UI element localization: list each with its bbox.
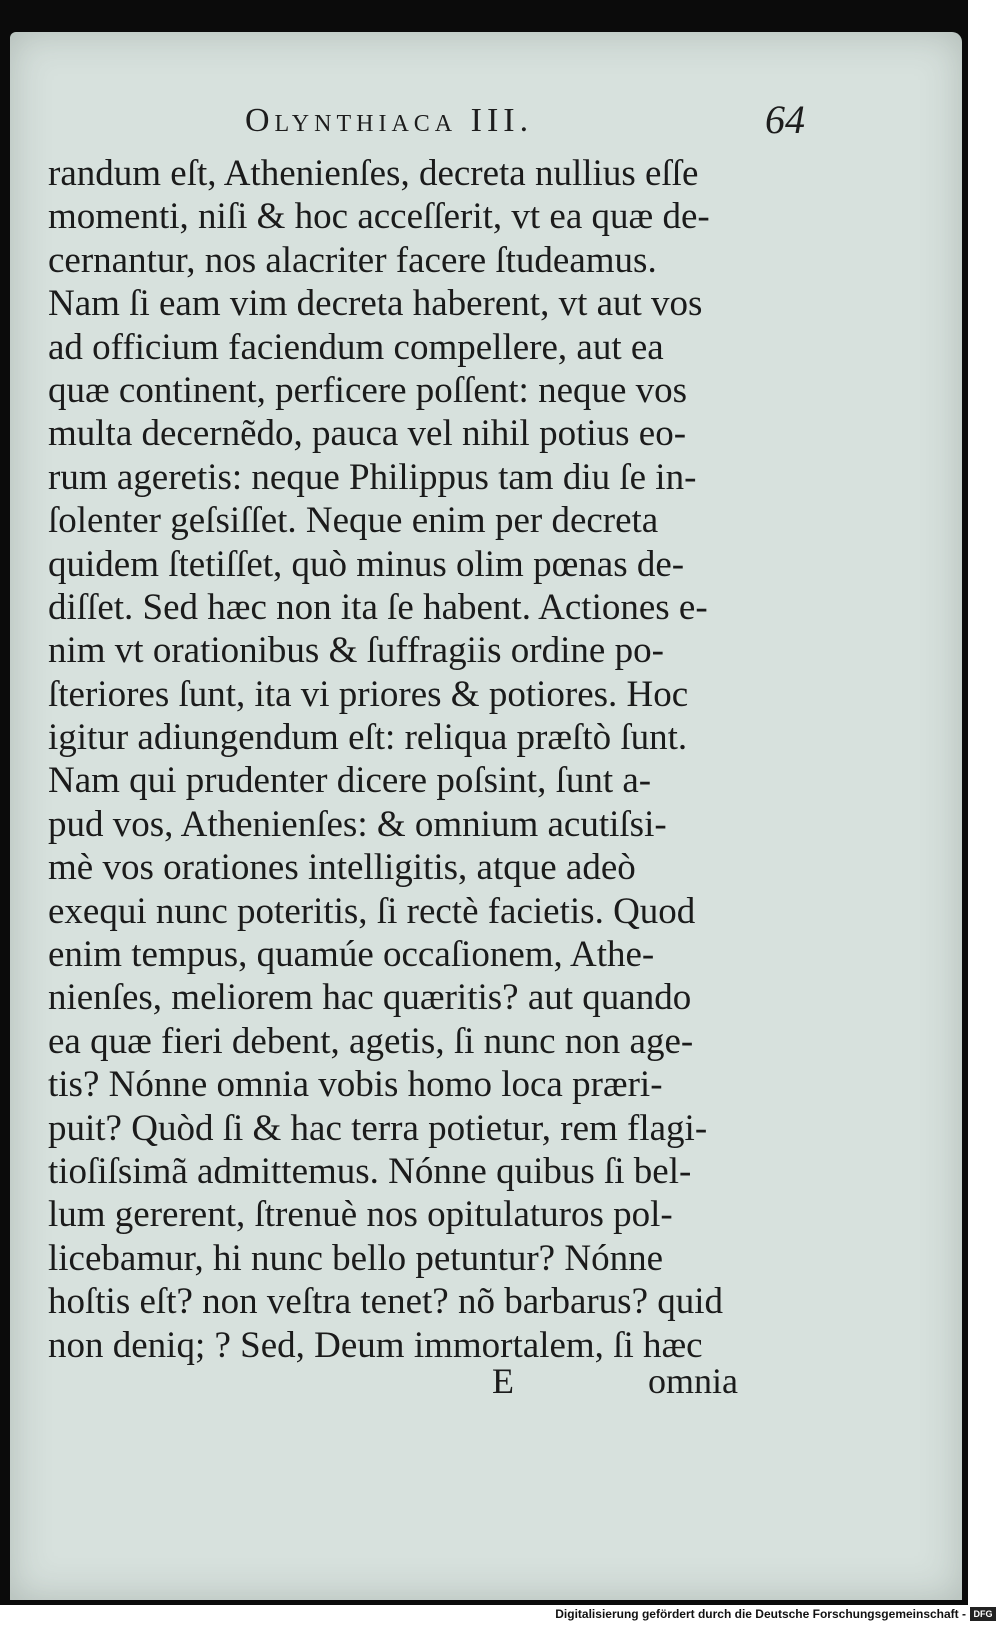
funding-credit: Digitalisierung gefördert durch die Deutsche Forschungsgemeinschaft - <box>555 1607 966 1621</box>
text-line: ſolenter geſsiſſet. Neque enim per decreta <box>48 500 659 542</box>
text-line: ad officium faciendum compellere, aut ea <box>48 326 664 368</box>
text-line: Nam ſi eam vim decreta haberent, vt aut vos <box>48 283 703 325</box>
text-line: igitur adiungendum eſt: reliqua præſtò ſunt. <box>48 717 688 759</box>
text-line: lum gererent, ſtrenuè nos opitulaturos pol- <box>48 1194 673 1236</box>
text-line: puit? Quòd ſi & hac terra potietur, rem flagi- <box>48 1107 708 1149</box>
running-title: Olynthiaca III. <box>245 102 534 139</box>
text-line: tis? Nónne omnia vobis homo loca præri- <box>48 1064 663 1106</box>
text-line: randum eſt, Athenienſes, decreta nullius eſſe <box>48 153 699 194</box>
page-number: 64 <box>765 97 805 142</box>
text-line: ea quæ fieri debent, agetis, ſi nunc non age- <box>48 1020 694 1062</box>
text-line: exequi nunc poteritis, ſi rectè facietis. Quod <box>48 890 696 932</box>
text-line: nienſes, meliorem hac quæritis? aut quando <box>48 977 692 1019</box>
text-line: momenti, niſi & hoc acceſſerit, vt ea quæ de- <box>48 196 710 238</box>
text-line: non deniq; ? Sed, Deum immortalem, ſi hæc <box>48 1324 703 1366</box>
dfg-logo: DFG <box>970 1607 996 1621</box>
text-line: hoſtis eſt? non veſtra tenet? nõ barbarus? quid <box>48 1281 724 1323</box>
text-line: tioſiſsimã admittemus. Nónne quibus ſi bel- <box>48 1150 692 1192</box>
text-line: Nam qui prudenter dicere poſsint, ſunt a- <box>48 760 652 802</box>
text-line: nim vt orationibus & ſuffragiis ordine po- <box>48 630 664 672</box>
body-text <box>48 152 788 1367</box>
text-line: multa decernẽdo, pauca vel nihil potius eo- <box>48 413 687 455</box>
page-header <box>245 96 805 146</box>
text-line: quidem ſtetiſſet, quò minus olim pœnas de- <box>48 543 685 585</box>
text-line: diſſet. Sed hæc non ita ſe habent. Actiones e- <box>48 586 708 628</box>
text-line: ſteriores ſunt, ita vi priores & potiores. Hoc <box>48 673 689 715</box>
signature-mark: E <box>492 1361 514 1401</box>
digitization-footer <box>0 1605 1000 1627</box>
text-line: cernantur, nos alacriter facere ſtudeamus. <box>48 239 657 281</box>
text-line: rum ageretis: neque Philippus tam diu ſe in- <box>48 456 697 498</box>
text-line: licebamur, hi nunc bello petuntur? Nónne <box>48 1237 663 1279</box>
text-line: mè vos orationes intelligitis, atque adeò <box>48 847 636 889</box>
text-line: pud vos, Athenienſes: & omnium acutiſsi- <box>48 803 667 845</box>
text-line: enim tempus, quamúe occaſionem, Athe- <box>48 934 655 976</box>
catchword: omnia <box>648 1361 738 1401</box>
text-line: quæ continent, perficere poſſent: neque vos <box>48 369 688 411</box>
